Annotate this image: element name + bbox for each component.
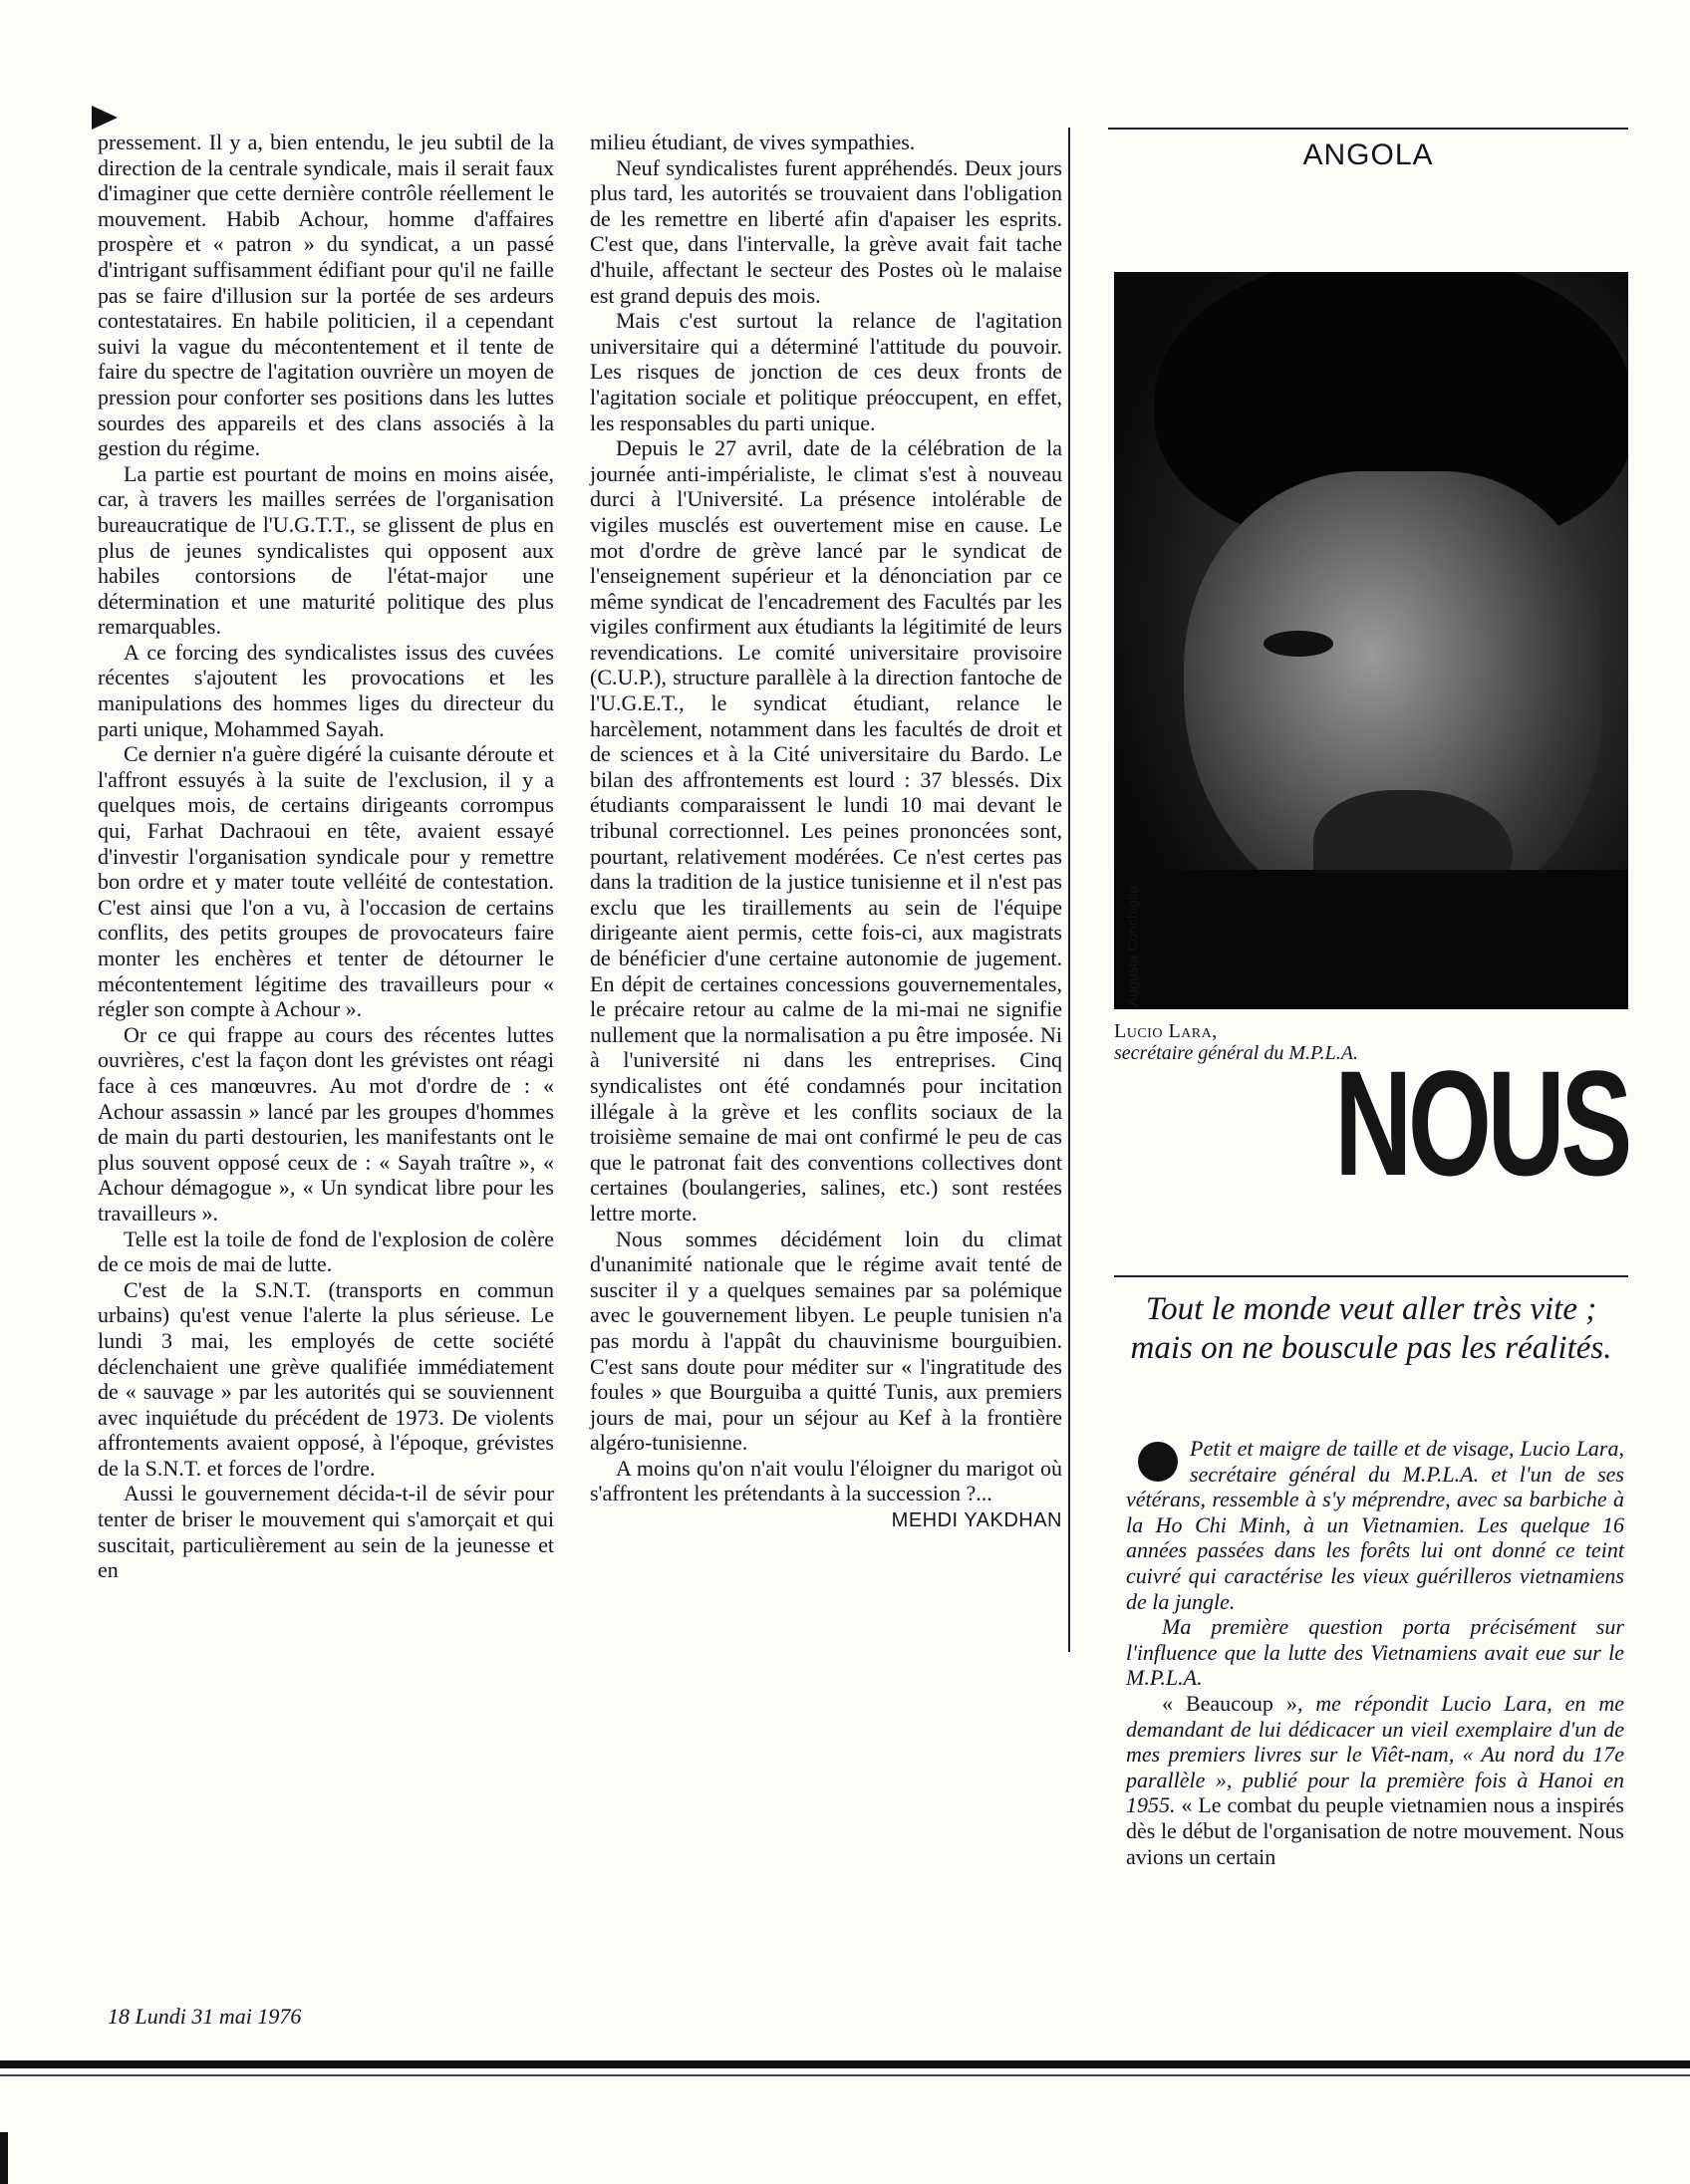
bottom-rule (0, 2060, 1690, 2068)
paragraph: Telle est la toile de fond de l'explosion de colère de ce mois de mai de lutte. (98, 1226, 554, 1277)
paragraph: A ce forcing des syndicalistes issus des cuvées récentes s'ajoutent les provocations et les manipulations des hommes liges du directeur du parti unique, Mohammed Sayah. (98, 639, 554, 741)
paragraph: A moins qu'on n'ait voulu l'éloigner du marigot où s'affrontent les prétendants à la succession ?... (590, 1455, 1062, 1506)
paragraph: C'est de la S.N.T. (transports en commun urbains) qu'est venue l'alerte la plus sérieuse. Le lundi 3 mai, les employés de cette société déclenchaient une grève qualifiée immédiatement de « sauvage » par les autorités qui se souviennent avec inquiétude du précédent de 1973. De violents affrontements avaient opposé, à l'époque, grévistes de la S.N.T. et forces de l'ordre. (98, 1276, 554, 1481)
continuation-arrow-icon (92, 106, 118, 130)
paragraph: « Beaucoup », me répondit Lucio Lara, en me demandant de lui dédicacer un vieil exemplaire d'un de mes premiers livres sur le Viêt-nam, « Au nord du 17e parallèle », publié pour la première fois à Hanoi en 1955. « Le combat du peuple vietnamien nous a inspirés dès le début de l'organisation de notre mouvement. Nous avions un certain (1126, 1690, 1624, 1869)
section-title: ANGOLA (1302, 138, 1434, 171)
photo-eye (1264, 631, 1333, 657)
paragraph: milieu étudiant, de vives sympathies. (590, 130, 916, 154)
paragraph: Nous sommes décidément loin du climat d'unanimité nationale que le régime avait tenté de susciter il y a quelques semaines par sa polémique avec le gouvernement libyen. Le peuple tunisien n'a pas mordu à l'appât du chauvinisme bourguibien. C'est sans doute pour méditer sur « l'ingratitude des foules » que Bourguiba a quitté Tunis, aux premiers jours de mai, pour un séjour au Kef à la frontière algéro-tunisienne. (590, 1226, 1062, 1456)
paragraph: Petit et maigre de taille et de visage, Lucio Lara, secrétaire général du M.P.L.A. et l'un de ses vétérans, ressemble à s'y méprendre, avec sa barbiche à la Ho Chi Minh, à un Vietnamien. Les quelque 16 années passées dans les forêts lui ont donné ce teint cuivré qui caractérise les vieux guérilleros vietnamiens de la jungle. (1126, 1436, 1624, 1614)
paragraph: pressement. Il y a, bien entendu, le jeu subtil de la direction de la centrale syndicale, mais il serait faux d'imaginer que cette dernière contrôle réellement le mouvement. Habib Achour, homme d'affaires prospère et « patron » du syndicat, a un passé d'intrigant suffisamment édifiant pour qu'il ne faille pas se faire d'illusion sur la portée de ses ardeurs contestataires. En habile politicien, il a cependant suivi la vague du mécontentement et il tente de faire du spectre de l'agitation ouvrière un moyen de pression pour conforter ses positions dans les luttes sourdes des appareils et des clans associés à la gestion du régime. (98, 130, 554, 461)
paragraph: Mais c'est surtout la relance de l'agitation universitaire qui a déterminé l'attitude du pouvoir. Les risques de jonction de ces deux fronts de l'agitation sociale et politique préoccupent, en effet, les responsables du parti unique. (590, 308, 1062, 435)
paragraph: Ce dernier n'a guère digéré la cuisante déroute et l'affront essuyés à la suite de l'exclusion, il y a quelques mois, de certains dirigeants corrompus qui, Farhat Dachraoui en tête, avaient essayé d'investir l'organisation syndicale pour y remettre bon ordre et y mater toute velléité de contestation. C'est ainsi que l'on a vu, à l'occasion de certains conflits, des petits groupes de provocateurs faire monter les enchères et tenter de détourner le mécontentement légitime des travailleurs pour « régler son compte à Achour ». (98, 741, 554, 1022)
article-column-1 (98, 130, 554, 1583)
author-signature: MEHDI YAKDHAN (891, 1509, 1062, 1532)
caption-name: Lucio Lara, (1114, 1020, 1218, 1042)
portrait-photo (1114, 272, 1628, 1009)
edge-mark (0, 2132, 8, 2184)
interview-column (1126, 1436, 1624, 1869)
headline: NOUS (1334, 1039, 1628, 1207)
paragraph: Aussi le gouvernement décida-t-il de sévir pour tenter de briser le mouvement qui s'amorçait et qui suscitait, particulièrement au sein de la jeunesse et en (98, 1481, 554, 1583)
page-footer: 18 Lundi 31 mai 1976 (108, 2004, 302, 2029)
photo-credit: Augusta Conchiglia. (1124, 882, 1140, 1006)
deck-quote: Tout le monde veut aller très vite ; mais on ne bouscule pas les réalités. (1130, 1291, 1612, 1366)
section-rule (1108, 128, 1628, 130)
article-column-2 (590, 130, 1062, 1534)
column-divider (1068, 128, 1070, 1652)
deck-rule (1114, 1275, 1628, 1277)
paragraph: Neuf syndicalistes furent appréhendés. Deux jours plus tard, les autorités se trouvaient dans l'obligation de les remettre en liberté afin d'apaiser les esprits. C'est que, dans l'intervalle, la grève avait fait tache d'huile, affectant le secteur des Postes où le malaise est grand depuis des mois. (590, 154, 1062, 308)
paragraph: Ma première question porta précisément sur l'influence que la lutte des Vietnamiens avait eue sur le M.P.L.A. (1126, 1614, 1624, 1691)
paragraph: Depuis le 27 avril, date de la célébration de la journée anti-impérialiste, le climat s'est à nouveau durci à l'Université. La présence intolérable de vigiles musclés est ouvertement mise en cause. Le mot d'ordre de grève lancé par le syndicat de l'enseignement supérieur et la dénonciation par ce même syndicat de l'encadrement des Facultés par les vigiles confirment aux étudiants la légitimité de leurs revendications. Le comité universitaire provisoire (C.U.P.), structure parallèle à la direction fantoche de l'U.G.E.T., le syndicat étudiant, relance le harcèlement, notamment dans les facultés de droit et de sciences et à la Cité universitaire du Bardo. Le bilan des affrontements est lourd : 37 blessés. Dix étudiants comparaissent le lundi 10 mai devant le tribunal correctionnel. Les peines prononcées sont, pourtant, relativement modérées. Ce n'est certes pas dans la tradition de la justice tunisienne et il n'est pas exclu que les tiraillements au sein de l'équipe dirigeante aient permis, cette fois-ci, aux magistrats de bénéficier d'une certaine autonomie de jugement. En dépit de certaines concessions gouvernementales, le précaire retour au calme de la mi-mai ne signifie nullement que la normalisation a pu être imposée. Ni à l'université ni dans les entreprises. Cinq syndicalistes ont été condamnés pour incitation illégale à la grève et les conflits sociaux de la troisième semaine de mai ont confirmé le peu de cas que le patronat fait des conventions collectives dont certaines (boulangeries, salines, etc.) sont restées lettre morte. (590, 435, 1062, 1226)
bottom-rule-thin (0, 2074, 1690, 2076)
paragraph: La partie est pourtant de moins en moins aisée, car, à travers les mailles serrées de l'organisation bureaucratique de l'U.G.T.T., se glissent de plus en plus de jeunes syndicalistes qui opposent aux habiles contorsions de l'état-major une détermination et une maturité politique des plus remarquables. (98, 460, 554, 640)
photo-collar (1114, 870, 1628, 1009)
paragraph: Or ce qui frappe au cours des récentes luttes ouvrières, c'est la façon dont les grévistes ont réagi face à ces manœuvres. Au mot d'ordre de : « Achour assassin » lancé par les groupes d'hommes de main du parti destourien, les manifestants ont le plus souvent opposé ceux de : « Sayah traître », « Achour démagogue », « Un syndicat libre pour les travailleurs ». (98, 1021, 554, 1226)
caption-role: secrétaire général du M.P.L.A. (1114, 1042, 1358, 1064)
